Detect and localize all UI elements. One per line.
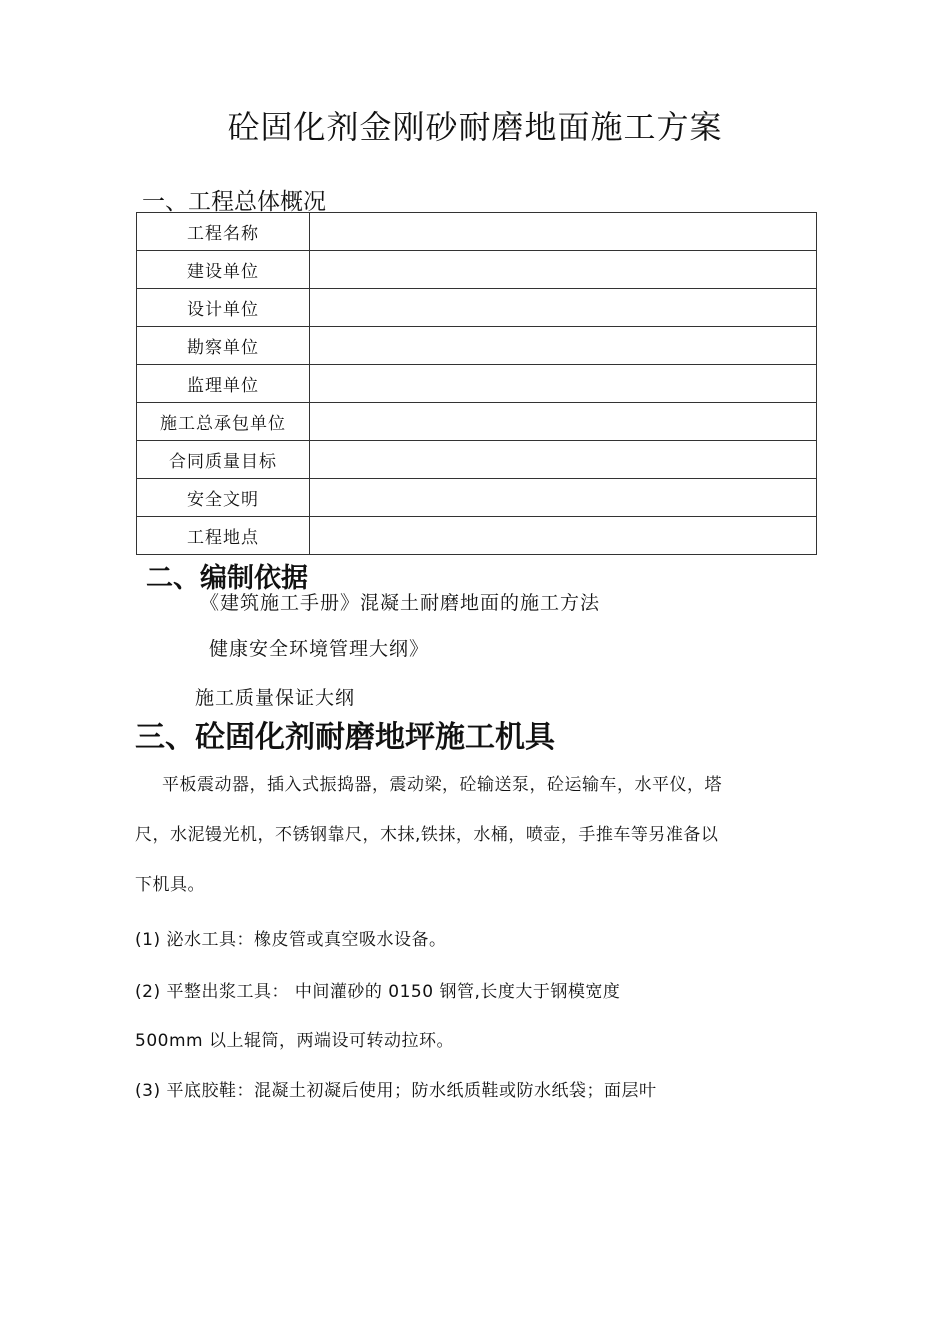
basis-item: 《建筑施工手册》混凝土耐磨地面的施工方法 xyxy=(200,592,601,614)
tools-list-item: (2) 平整出浆工具： 中间灌砂的 0150 钢管,长度大于钢模宽度 xyxy=(135,982,621,1002)
table-row xyxy=(137,327,817,365)
basis-item: 施工质量保证大纲 xyxy=(195,687,356,709)
row-value xyxy=(310,213,817,251)
document-title: 砼固化剂金刚砂耐磨地面施工方案 xyxy=(227,108,723,146)
tools-list-item-continued: 500mm 以上辊筒，两端设可转动拉环。 xyxy=(135,1031,454,1051)
table-row xyxy=(137,213,817,251)
project-overview-table xyxy=(136,212,817,555)
row-label: 工程地点 xyxy=(137,517,310,555)
table-row xyxy=(137,479,817,517)
row-value xyxy=(310,289,817,327)
table-row xyxy=(137,517,817,555)
row-value xyxy=(310,365,817,403)
table-row xyxy=(137,365,817,403)
section-heading-basis: 二、编制依据 xyxy=(146,563,308,594)
tools-paragraph-line: 下机具。 xyxy=(135,875,205,895)
section-heading-overview: 一、工程总体概况 xyxy=(142,189,326,215)
section-heading-tools: 三、砼固化剂耐磨地坪施工机具 xyxy=(135,720,555,755)
row-value xyxy=(310,403,817,441)
table-row xyxy=(137,251,817,289)
table-row xyxy=(137,403,817,441)
basis-item: 健康安全环境管理大纲》 xyxy=(209,638,430,660)
row-value xyxy=(310,479,817,517)
row-label: 监理单位 xyxy=(137,365,310,403)
row-label: 合同质量目标 xyxy=(137,441,310,479)
row-label: 勘察单位 xyxy=(137,327,310,365)
row-value xyxy=(310,251,817,289)
row-value xyxy=(310,327,817,365)
table-row xyxy=(137,441,817,479)
row-label: 施工总承包单位 xyxy=(137,403,310,441)
row-label: 工程名称 xyxy=(137,213,310,251)
tools-paragraph-line: 平板震动器，插入式振捣器，震动梁，砼输送泵，砼运输车，水平仪，塔 xyxy=(162,775,722,795)
row-value xyxy=(310,441,817,479)
table-row xyxy=(137,289,817,327)
tools-paragraph-line: 尺，水泥镘光机，不锈钢靠尺，木抹,铁抹，水桶，喷壶，手推车等另准备以 xyxy=(135,825,719,845)
row-label: 建设单位 xyxy=(137,251,310,289)
row-value xyxy=(310,517,817,555)
row-label: 安全文明 xyxy=(137,479,310,517)
row-label: 设计单位 xyxy=(137,289,310,327)
tools-list-item: (3) 平底胶鞋：混凝土初凝后使用；防水纸质鞋或防水纸袋；面层叶 xyxy=(135,1081,657,1101)
tools-list-item: (1) 泌水工具：橡皮管或真空吸水设备。 xyxy=(135,930,447,950)
